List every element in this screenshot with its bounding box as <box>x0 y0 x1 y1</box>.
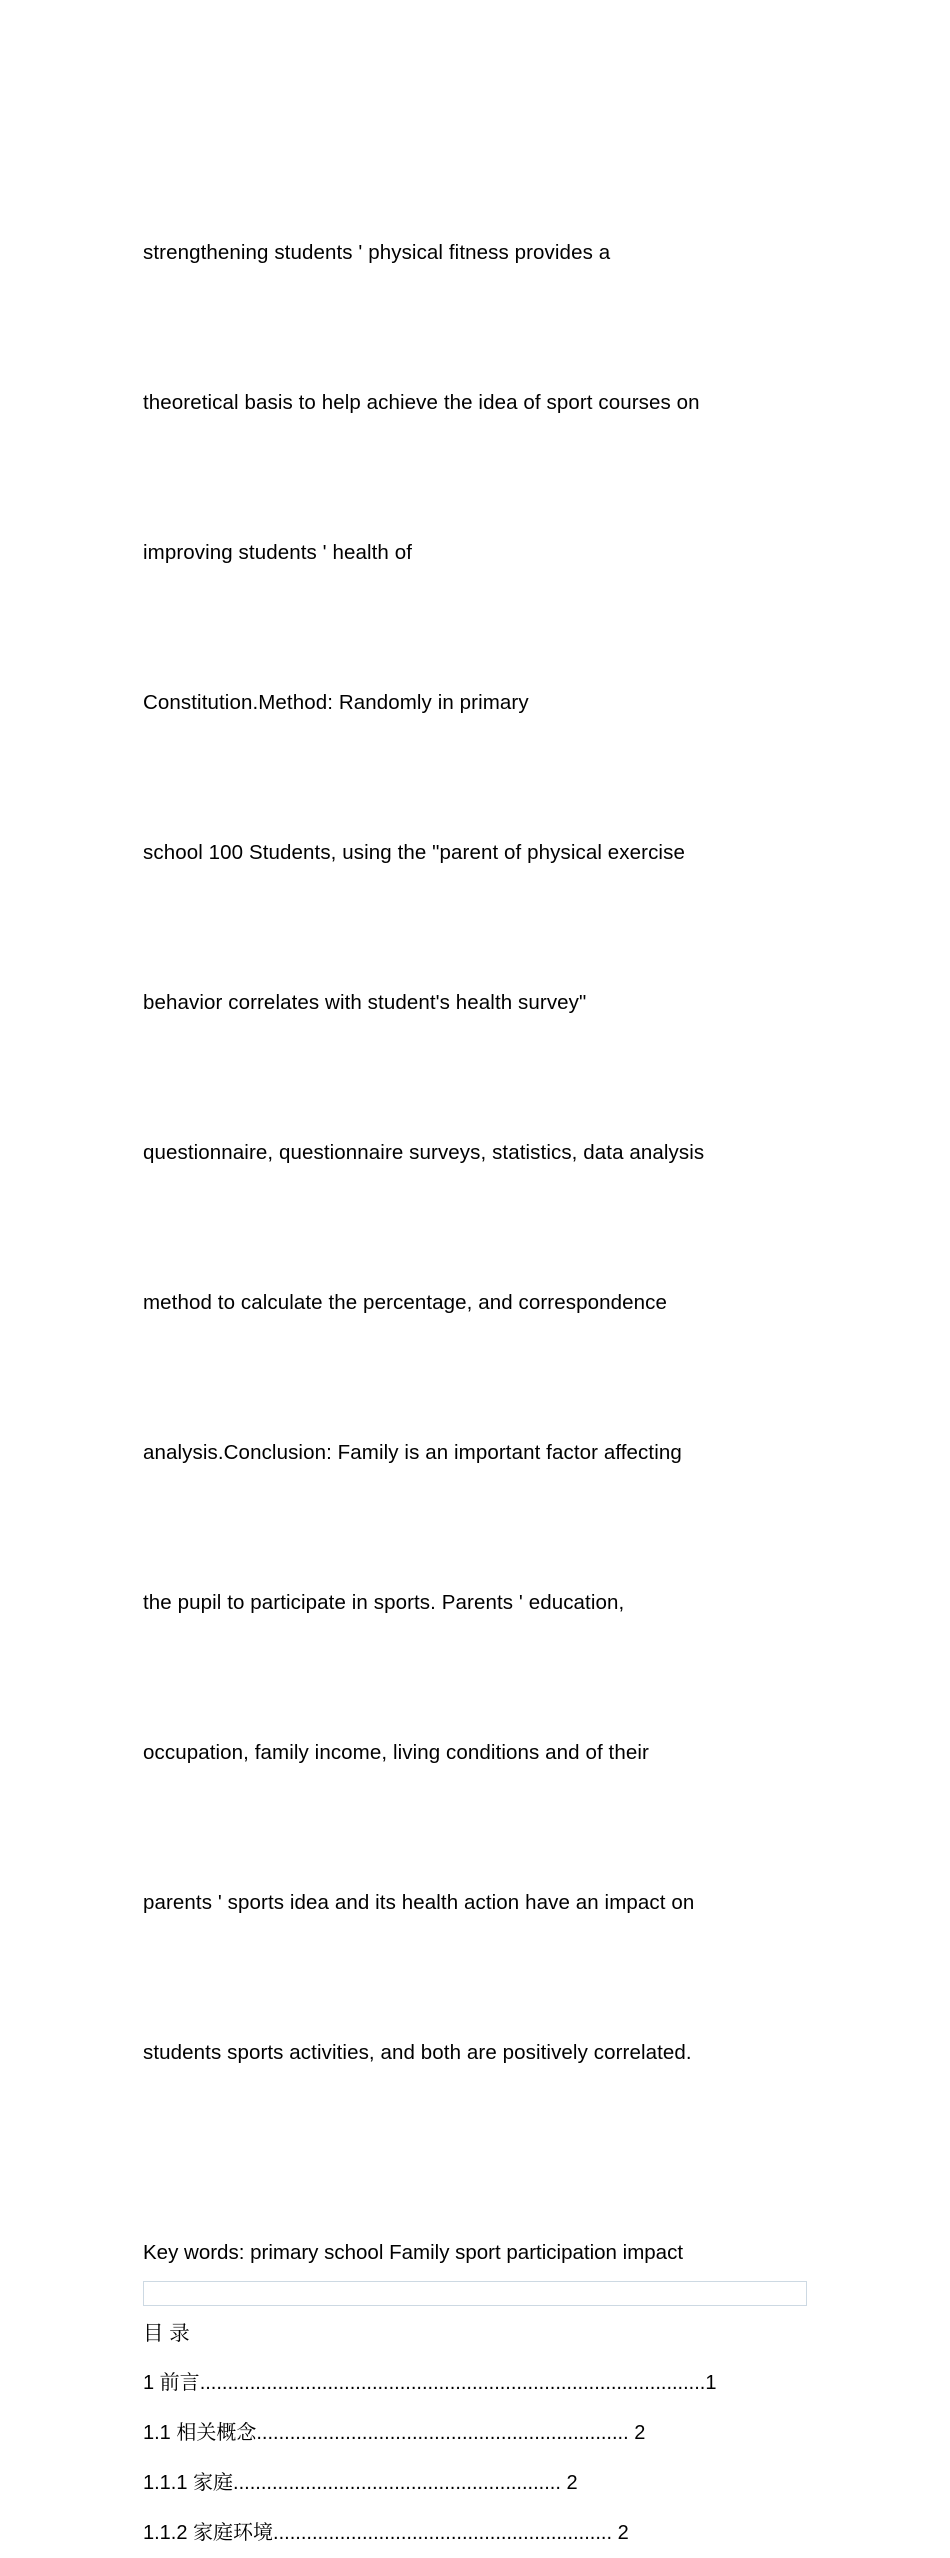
paragraph-spacer <box>143 2178 807 2228</box>
toc-entry-label: 1.1 相关概念 <box>143 2422 257 2444</box>
abstract-line: strengthening students ' physical fitness provides a <box>143 241 611 264</box>
abstract-line: Constitution.Method: Randomly in primary <box>143 691 529 714</box>
abstract-line: students sports activities, and both are positively correlated. <box>143 2041 692 2064</box>
abstract-line: method to calculate the percentage, and correspondence <box>143 1291 667 1314</box>
toc-entry-label: 1.1.1 家庭 <box>143 2472 234 2494</box>
abstract-line: analysis.Conclusion: Family is an important factor affecting <box>143 1441 682 1464</box>
abstract-line: theoretical basis to help achieve the idea of sport courses on <box>143 391 700 414</box>
abstract-line: parents ' sports idea and its health action have an impact on <box>143 1891 695 1914</box>
toc-leader-dots: ........................................................................................... <box>199 2372 706 2394</box>
abstract-paragraph <box>143 128 807 2178</box>
toc-leader-dots: ........................................................... <box>233 2472 561 2494</box>
toc-entry-page: 1 <box>705 2372 717 2394</box>
toc-entry-page: 2 <box>612 2522 629 2544</box>
toc-list <box>143 2358 807 2558</box>
toc-leader-dots: ................................................................... <box>256 2422 629 2444</box>
toc-leader-dots: ............................................................. <box>273 2522 613 2544</box>
abstract-line: the pupil to participate in sports. Parents ' education, <box>143 1591 625 1614</box>
toc-entry[interactable] <box>143 2508 807 2558</box>
toc-entry[interactable] <box>143 2408 807 2458</box>
abstract-line: school 100 Students, using the "parent of physical exercise <box>143 841 685 864</box>
toc-entry-label: 1 前言 <box>143 2372 200 2394</box>
toc-entry[interactable] <box>143 2358 807 2408</box>
empty-text-field[interactable] <box>143 2281 807 2306</box>
toc-entry-page: 2 <box>560 2472 578 2494</box>
toc-entry-page: 2 <box>628 2422 646 2444</box>
abstract-line: questionnaire, questionnaire surveys, statistics, data analysis <box>143 1141 705 1164</box>
keywords-line: Key words: primary school Family sport participation impact <box>143 2241 684 2264</box>
abstract-line: occupation, family income, living conditions and of their <box>143 1741 649 1764</box>
abstract-line: improving students ' health of <box>143 541 413 564</box>
abstract-line: behavior correlates with student's health survey" <box>143 991 587 1014</box>
toc-heading: 目 录 <box>143 2322 190 2345</box>
page-content <box>143 128 807 2558</box>
toc-entry[interactable] <box>143 2458 807 2508</box>
toc-entry-label: 1.1.2 家庭环境 <box>143 2522 274 2544</box>
